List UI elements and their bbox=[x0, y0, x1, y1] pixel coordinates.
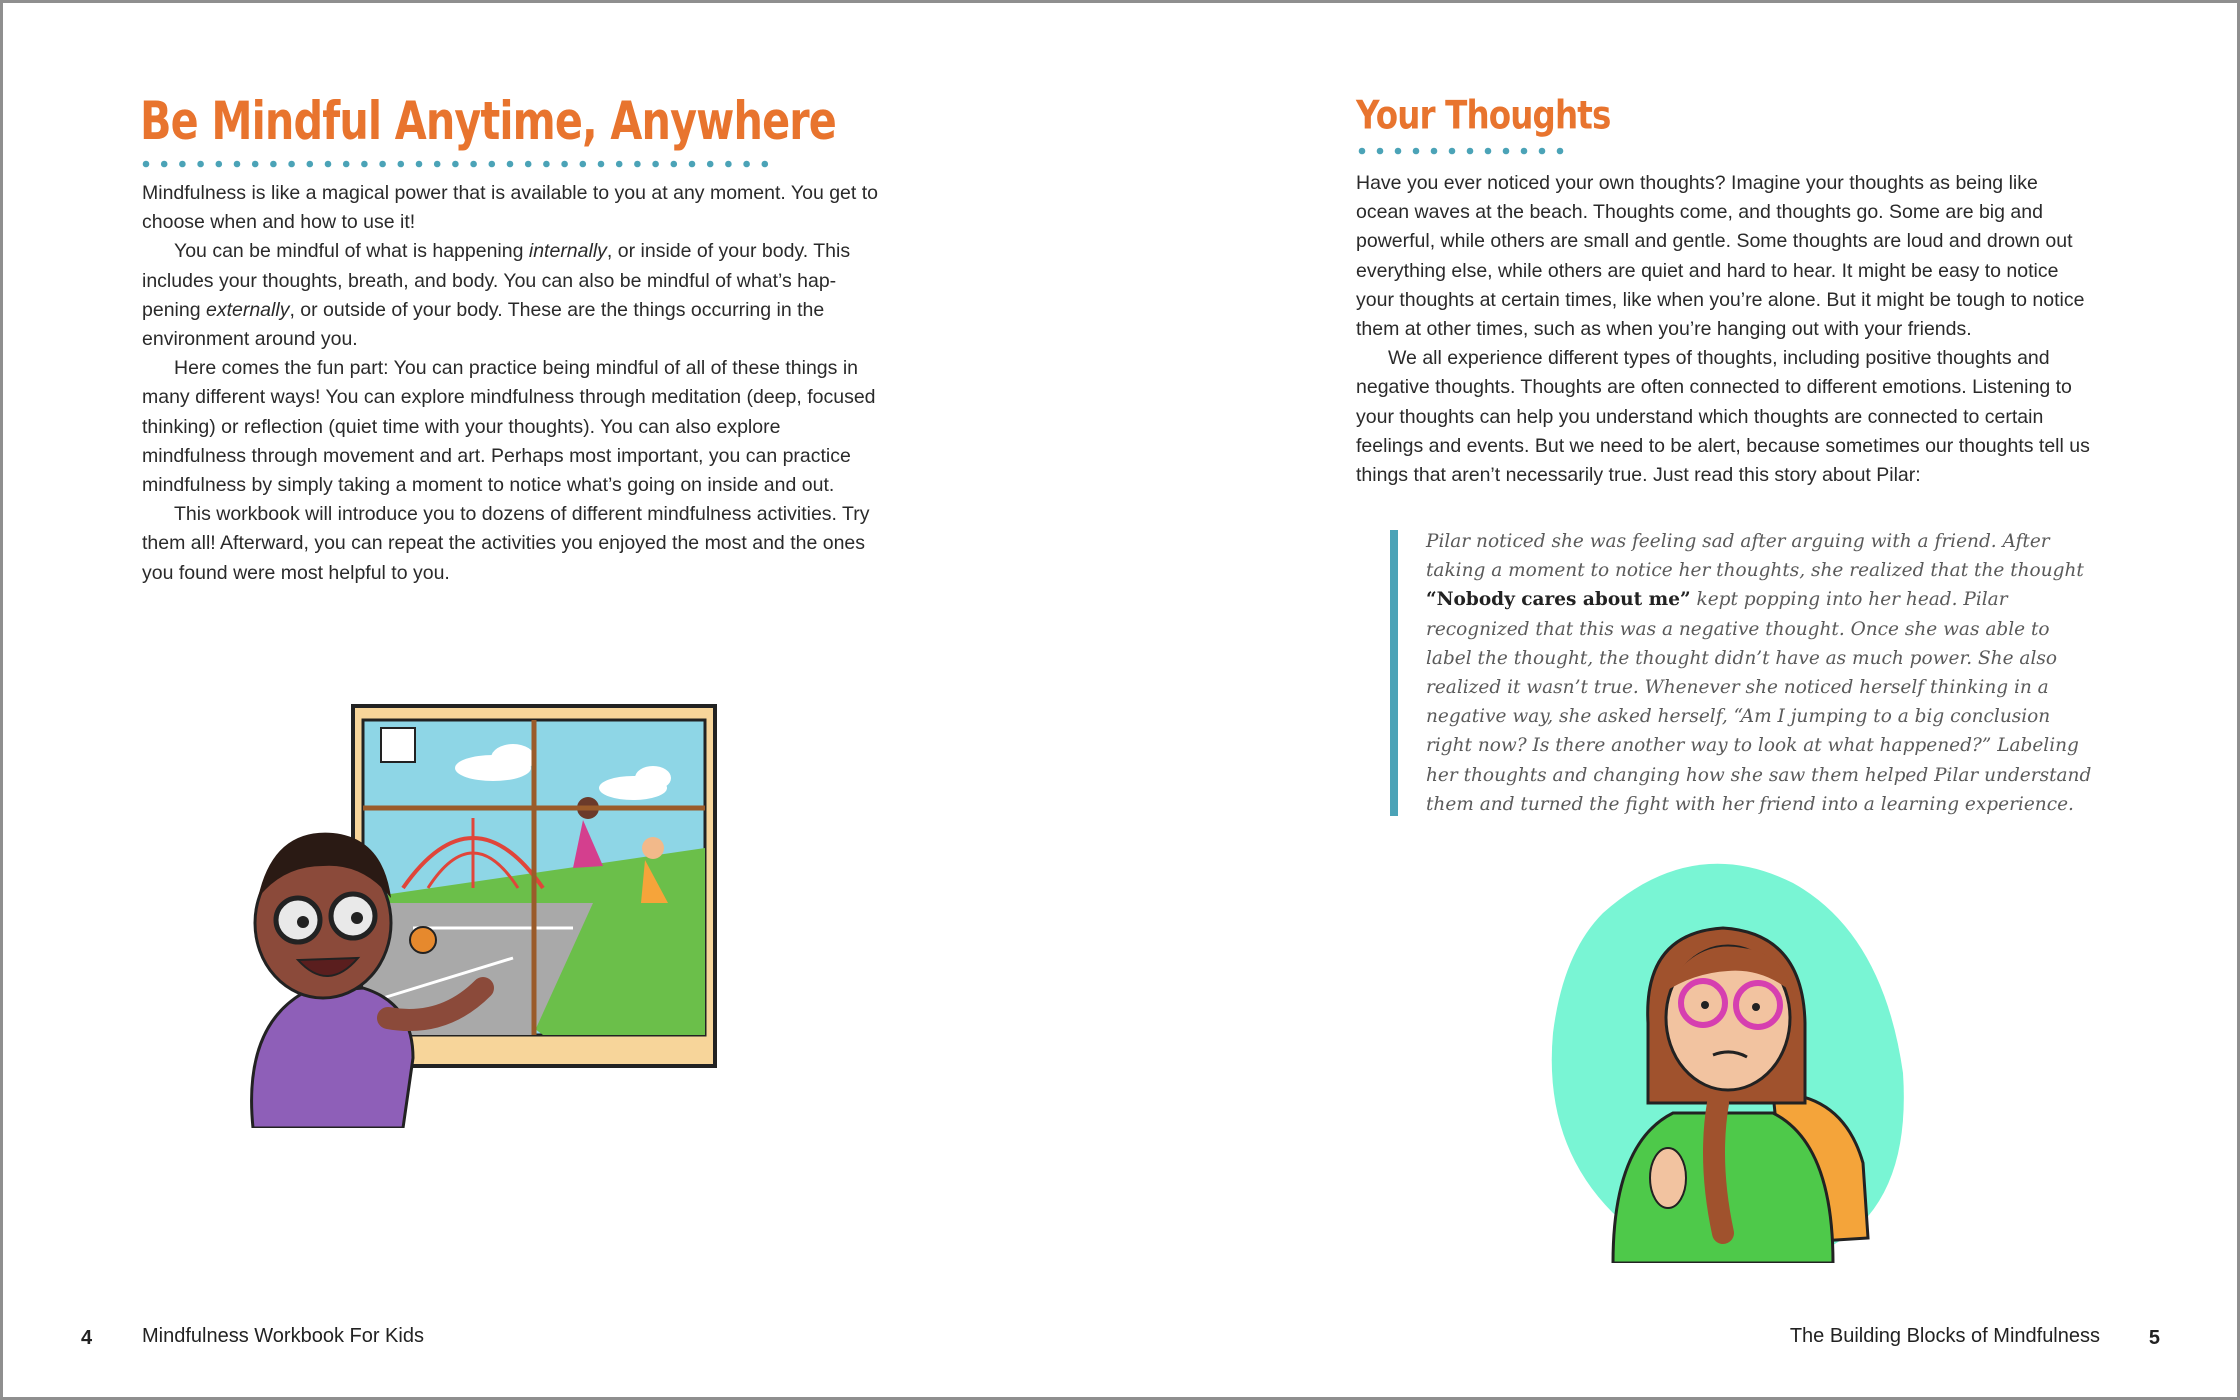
rule-dot bbox=[1521, 148, 1528, 155]
rule-dot bbox=[762, 161, 769, 168]
left-page-number: 4 bbox=[81, 1327, 93, 1349]
rule-dot bbox=[1485, 148, 1492, 155]
rule-dot bbox=[343, 161, 350, 168]
rule-dot bbox=[1359, 148, 1366, 155]
rule-dot bbox=[470, 161, 477, 168]
boy-window-illustration bbox=[213, 698, 733, 1128]
rule-dot bbox=[1413, 148, 1420, 155]
rule-dot bbox=[580, 161, 587, 168]
left-paragraph-4: This workbook will introduce you to dozens of different mindfulness activities. Try them all! Afterward, you can repeat the activities you enjoyed the most and the ones you found were most helpful to you. bbox=[142, 503, 870, 584]
rule-dot bbox=[307, 161, 314, 168]
rule-dot bbox=[489, 161, 496, 168]
quote-accent-bar bbox=[1390, 530, 1398, 816]
right-running-title: The Building Blocks of Mindfulness bbox=[1789, 1325, 2100, 1347]
rule-dot bbox=[707, 161, 714, 168]
left-running-title: Mindfulness Workbook For Kids bbox=[142, 1325, 424, 1347]
girl-illustration bbox=[1543, 843, 1923, 1263]
rule-dot bbox=[361, 161, 368, 168]
rule-dot bbox=[725, 161, 732, 168]
rule-dot bbox=[525, 161, 532, 168]
rule-dot bbox=[398, 161, 405, 168]
rule-dot bbox=[598, 161, 605, 168]
left-heading-dotted-rule bbox=[142, 160, 778, 168]
rule-dot bbox=[270, 161, 277, 168]
rule-dot bbox=[1539, 148, 1546, 155]
rule-dot bbox=[689, 161, 696, 168]
rule-dot bbox=[179, 161, 186, 168]
rule-dot bbox=[1431, 148, 1438, 155]
rule-dot bbox=[143, 161, 150, 168]
rule-dot bbox=[234, 161, 241, 168]
rule-dot bbox=[671, 161, 678, 168]
rule-dot bbox=[507, 161, 514, 168]
rule-dot bbox=[379, 161, 386, 168]
rule-dot bbox=[1503, 148, 1510, 155]
rule-dot bbox=[1395, 148, 1402, 155]
left-page-heading: Be Mindful Anytime, Anywhere bbox=[140, 91, 836, 153]
rule-dot bbox=[288, 161, 295, 168]
rule-dot bbox=[416, 161, 423, 168]
right-paragraph-1: Have you ever noticed your own thoughts? Imagine your thoughts as being like ocean waves at the beach. Thoughts come, and thoughts go. Some are big and powerful, while others are small and gentle. Some thoughts are loud and drown out everything else, while others are quiet and hard to hear. It might be easy to notice your thoughts at certain times, like when you’re alone. But it might be tough to notice them at other times, such as when you’re hanging out with your friends. bbox=[1356, 172, 2085, 341]
rule-dot bbox=[616, 161, 623, 168]
right-heading-dotted-rule bbox=[1358, 147, 1578, 155]
rule-dot bbox=[543, 161, 550, 168]
pilar-story-quote: Pilar noticed she was feeling sad after arguing with a friend. After taking a moment to notice her thoughts, she realized that the thought “Nobody cares about me” kept popping into her head. Pilar recognized that this was a negative thought. Once she was able to label the thought, the thought didn’t have as much power. She also realized it wasn’t true. Whenever she noticed herself thinking in a negative way, she asked herself, “Am I jumping to a big conclusion right now? Is there another way to look at what happened?” Labeling her thoughts and changing how she saw them helped Pilar understand them and turned the fight with her friend into a learning experience. bbox=[1426, 531, 2092, 815]
rule-dot bbox=[161, 161, 168, 168]
rule-dot bbox=[252, 161, 259, 168]
left-paragraph-3: Here comes the fun part: You can practice being mindful of all of these things in many different ways! You can explore mindfulness through meditation (deep, focused thinking) or reflection (quiet time with your thoughts). You can also explore mindfulness through movement and art. Perhaps most important, you can practice mindfulness by simply taking a moment to notice what’s going on inside and out. bbox=[142, 357, 876, 497]
rule-dot bbox=[216, 161, 223, 168]
rule-dot bbox=[1467, 148, 1474, 155]
rule-dot bbox=[1449, 148, 1456, 155]
rule-dot bbox=[634, 161, 641, 168]
left-paragraph-1: Mindfulness is like a magical power that is available to you at any moment. You get to choose when and how to use it! bbox=[142, 182, 878, 234]
right-page-heading: Your Thoughts bbox=[1356, 93, 1611, 139]
rule-dot bbox=[1557, 148, 1564, 155]
rule-dot bbox=[1377, 148, 1384, 155]
rule-dot bbox=[434, 161, 441, 168]
rule-dot bbox=[452, 161, 459, 168]
rule-dot bbox=[652, 161, 659, 168]
right-paragraph-2: We all experience different types of thoughts, including positive thoughts and negative thoughts. Thoughts are often connected to different emotions. Listening to your thoughts can help you understand which thoughts are connected to certain feelings and events. But we need to be alert, because sometimes our thoughts tell us things that aren’t necessarily true. Just read this story about Pilar: bbox=[1356, 347, 2090, 487]
left-paragraph-2: You can be mindful of what is happening internally, or inside of your body. This includes your thoughts, breath, and body. You can also be mindful of what’s happening externally, or outside of your body. These are the things occurring in the environment around you. bbox=[142, 240, 851, 351]
rule-dot bbox=[325, 161, 332, 168]
rule-dot bbox=[197, 161, 204, 168]
rule-dot bbox=[561, 161, 568, 168]
rule-dot bbox=[743, 161, 750, 168]
right-page-number: 5 bbox=[2148, 1327, 2160, 1349]
right-page-body bbox=[1356, 169, 2091, 490]
left-page-body bbox=[142, 179, 882, 588]
